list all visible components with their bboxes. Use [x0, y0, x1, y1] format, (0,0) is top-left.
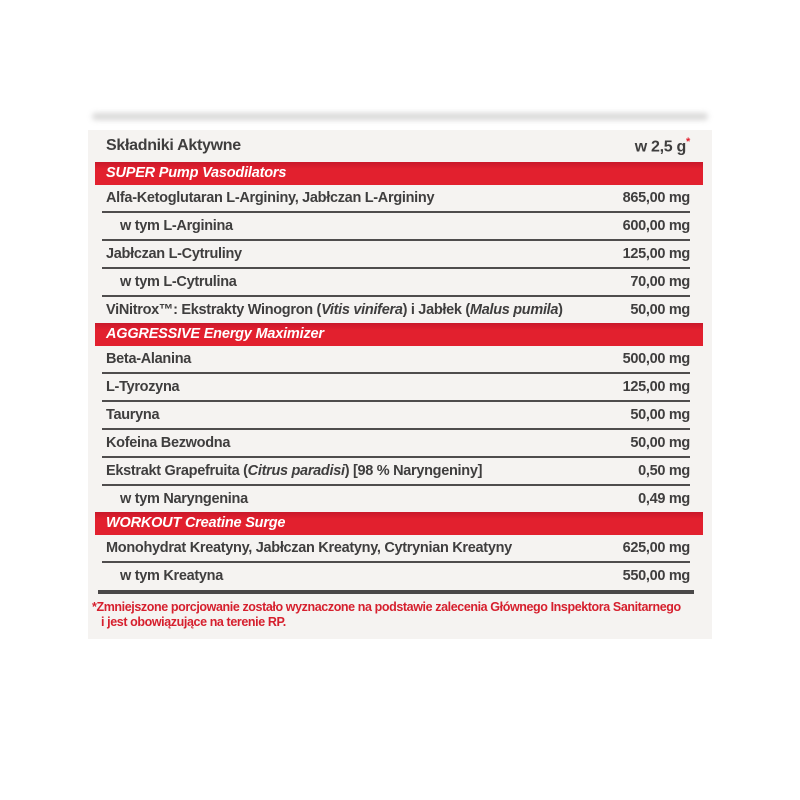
ingredient-amount: 50,00 mg — [630, 302, 690, 318]
section-aggressive-energy-maximizer — [88, 323, 712, 512]
ingredient-amount: 865,00 mg — [622, 190, 690, 206]
ingredient-amount: 550,00 mg — [622, 568, 690, 584]
supplement-facts-panel — [88, 130, 712, 639]
ingredient-amount: 50,00 mg — [630, 435, 690, 451]
section-title-workout-creatine-surge: WORKOUT Creatine Surge — [95, 512, 703, 535]
ingredient-row — [102, 297, 690, 323]
section-workout-creatine-surge — [88, 512, 712, 589]
footnote-line-2: i jest obowiązujące na terenie RP. — [101, 615, 286, 629]
ingredient-name: Tauryna — [106, 407, 160, 423]
ingredient-name: Alfa-Ketoglutaran L-Argininy, Jabłczan L-Argininy — [106, 190, 435, 206]
footnote — [92, 600, 702, 630]
latin-name: Vitis vinifera — [321, 302, 403, 318]
latin-name: Malus pumila — [469, 302, 559, 318]
ingredient-row — [102, 185, 690, 213]
ingredient-row — [102, 402, 690, 430]
ingredient-name: w tym Naryngenina — [120, 491, 248, 507]
label-top-edge-smudge — [92, 113, 708, 120]
name-text: ) — [558, 302, 563, 318]
ingredient-amount: 500,00 mg — [622, 351, 690, 367]
ingredient-name: Kofeina Bezwodna — [106, 435, 231, 451]
ingredient-name: w tym L-Cytrulina — [120, 274, 237, 290]
ingredient-name — [106, 463, 482, 479]
ingredient-amount: 125,00 mg — [622, 246, 690, 262]
ingredient-amount: 0,49 mg — [638, 491, 690, 507]
ingredient-row — [102, 430, 690, 458]
serving-size — [635, 136, 690, 156]
ingredient-amount: 0,50 mg — [638, 463, 690, 479]
footnote-line-1: *Zmniejszone porcjowanie zostało wyznaczone na podstawie zalecenia Głównego Inspektora Sanitarnego — [92, 600, 681, 614]
ingredient-row — [102, 374, 690, 402]
section-super-pump-vasodilators — [88, 162, 712, 323]
bottom-divider — [98, 590, 694, 594]
ingredient-row — [102, 346, 690, 374]
ingredient-name: Jabłczan L-Cytruliny — [106, 246, 242, 262]
name-text: ) i Jabłek ( — [402, 302, 470, 318]
ingredient-row — [102, 458, 690, 486]
ingredient-amount: 125,00 mg — [622, 379, 690, 395]
ingredient-amount: 70,00 mg — [630, 274, 690, 290]
ingredient-row — [102, 241, 690, 269]
ingredient-subrow — [102, 486, 690, 512]
table-header-row — [102, 130, 690, 162]
ingredient-subrow — [102, 269, 690, 297]
latin-name: Citrus paradisi — [247, 463, 345, 479]
ingredient-subrow — [102, 213, 690, 241]
name-text: ViNitrox™: Ekstrakty Winogron ( — [106, 302, 322, 318]
table-header-label: Składniki Aktywne — [106, 137, 241, 154]
ingredient-name: Monohydrat Kreatyny, Jabłczan Kreatyny, Cytrynian Kreatyny — [106, 540, 512, 556]
ingredient-name: w tym L-Arginina — [120, 218, 233, 234]
ingredient-name: L-Tyrozyna — [106, 379, 180, 395]
ingredient-amount: 600,00 mg — [622, 218, 690, 234]
ingredient-row — [102, 535, 690, 563]
section-title-aggressive-energy-maximizer: AGGRESSIVE Energy Maximizer — [95, 323, 703, 346]
serving-size-value: w 2,5 g — [634, 138, 687, 156]
ingredient-amount: 50,00 mg — [630, 407, 690, 423]
ingredient-subrow — [102, 563, 690, 589]
section-title-super-pump-vasodilators: SUPER Pump Vasodilators — [95, 162, 703, 185]
ingredient-name: w tym Kreatyna — [120, 568, 223, 584]
ingredient-amount: 625,00 mg — [622, 540, 690, 556]
ingredient-name: Beta-Alanina — [106, 351, 192, 367]
name-text: Ekstrakt Grapefruita ( — [106, 463, 248, 479]
footnote-asterisk: * — [686, 135, 690, 148]
name-text: ) [98 % Naryngeniny] — [344, 463, 483, 479]
ingredient-name — [106, 302, 563, 318]
